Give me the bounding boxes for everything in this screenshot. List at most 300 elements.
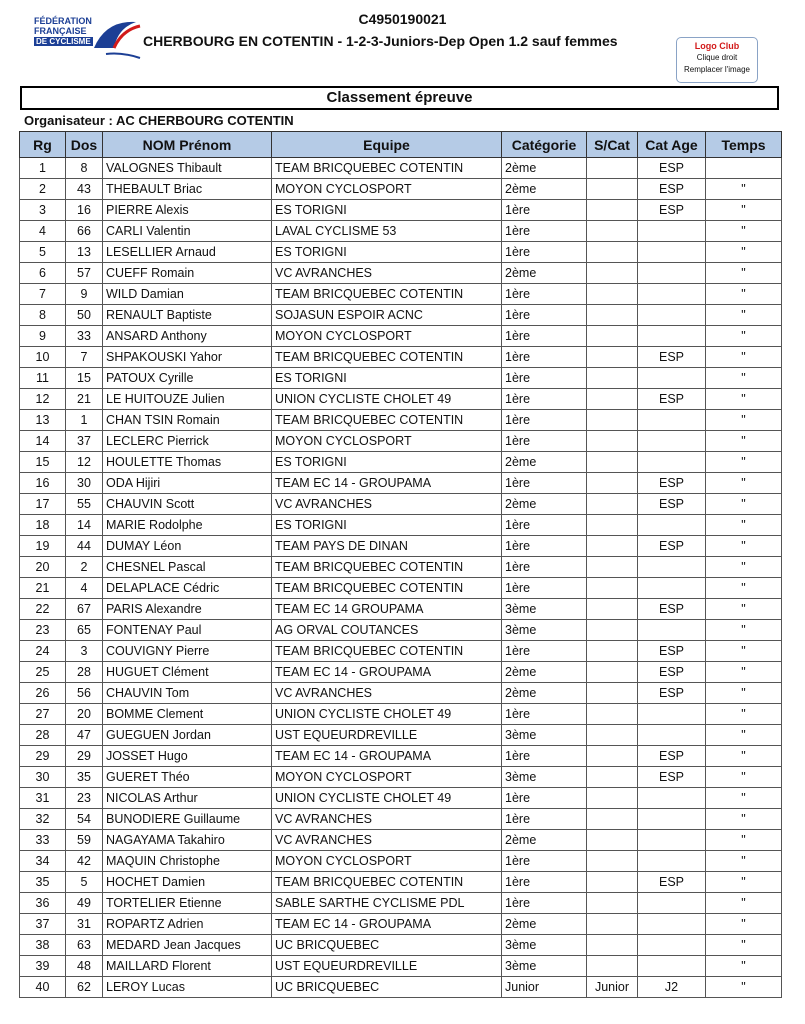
cell-dossard: 14 xyxy=(66,515,103,536)
cell-cat-age: ESP xyxy=(638,389,706,410)
cell-scat xyxy=(587,704,638,725)
col-header-categorie: Catégorie xyxy=(502,132,587,158)
cell-categorie: 1ère xyxy=(502,347,587,368)
cell-temps: " xyxy=(706,389,782,410)
cell-rang: 10 xyxy=(20,347,66,368)
cell-nom-prenom: ODA Hijiri xyxy=(103,473,272,494)
cell-dossard: 31 xyxy=(66,914,103,935)
cell-cat-age xyxy=(638,221,706,242)
cell-cat-age xyxy=(638,914,706,935)
table-row xyxy=(20,620,782,641)
cell-rang: 35 xyxy=(20,872,66,893)
cell-rang: 23 xyxy=(20,620,66,641)
cell-nom-prenom: NICOLAS Arthur xyxy=(103,788,272,809)
cell-rang: 15 xyxy=(20,452,66,473)
cell-categorie: 1ère xyxy=(502,893,587,914)
cell-rang: 7 xyxy=(20,284,66,305)
cell-rang: 9 xyxy=(20,326,66,347)
cell-dossard: 1 xyxy=(66,410,103,431)
cell-temps: " xyxy=(706,431,782,452)
cell-equipe: TEAM EC 14 - GROUPAMA xyxy=(272,473,502,494)
cell-dossard: 5 xyxy=(66,872,103,893)
cell-dossard: 33 xyxy=(66,326,103,347)
cell-cat-age: ESP xyxy=(638,767,706,788)
cell-scat: Junior xyxy=(587,977,638,998)
cell-scat xyxy=(587,830,638,851)
cell-dossard: 20 xyxy=(66,704,103,725)
cell-temps: " xyxy=(706,893,782,914)
cell-cat-age xyxy=(638,410,706,431)
table-row xyxy=(20,935,782,956)
cell-nom-prenom: WILD Damian xyxy=(103,284,272,305)
cell-categorie: 1ère xyxy=(502,578,587,599)
cell-scat xyxy=(587,578,638,599)
cell-dossard: 54 xyxy=(66,809,103,830)
table-row xyxy=(20,242,782,263)
cell-scat xyxy=(587,620,638,641)
cell-scat xyxy=(587,872,638,893)
cell-nom-prenom: LE HUITOUZE Julien xyxy=(103,389,272,410)
cell-nom-prenom: LEROY Lucas xyxy=(103,977,272,998)
table-row xyxy=(20,326,782,347)
cell-rang: 29 xyxy=(20,746,66,767)
cell-equipe: UST EQUEURDREVILLE xyxy=(272,956,502,977)
cell-categorie: 1ère xyxy=(502,410,587,431)
cell-equipe: VC AVRANCHES xyxy=(272,683,502,704)
table-row xyxy=(20,473,782,494)
col-header-nom-prenom: NOM Prénom xyxy=(103,132,272,158)
table-row xyxy=(20,725,782,746)
cell-categorie: 1ère xyxy=(502,851,587,872)
table-header-row xyxy=(20,132,782,158)
cell-scat xyxy=(587,893,638,914)
col-header-cat-age: Cat Age xyxy=(638,132,706,158)
cell-dossard: 28 xyxy=(66,662,103,683)
cell-equipe: SOJASUN ESPOIR ACNC xyxy=(272,305,502,326)
cell-cat-age: ESP xyxy=(638,599,706,620)
table-row xyxy=(20,767,782,788)
cell-dossard: 55 xyxy=(66,494,103,515)
cell-categorie: 2ème xyxy=(502,494,587,515)
cell-categorie: 1ère xyxy=(502,242,587,263)
table-row xyxy=(20,914,782,935)
cell-scat xyxy=(587,746,638,767)
col-header-dos: Dos xyxy=(66,132,103,158)
cell-nom-prenom: RENAULT Baptiste xyxy=(103,305,272,326)
cell-rang: 36 xyxy=(20,893,66,914)
cell-scat xyxy=(587,662,638,683)
cell-dossard: 30 xyxy=(66,473,103,494)
table-row xyxy=(20,515,782,536)
cell-scat xyxy=(587,284,638,305)
cell-categorie: 2ème xyxy=(502,683,587,704)
table-row xyxy=(20,305,782,326)
cell-temps: " xyxy=(706,410,782,431)
cell-categorie: 1ère xyxy=(502,746,587,767)
cell-temps: " xyxy=(706,179,782,200)
table-row xyxy=(20,851,782,872)
cell-dossard: 56 xyxy=(66,683,103,704)
cell-scat xyxy=(587,494,638,515)
cell-categorie: 3ème xyxy=(502,599,587,620)
cell-temps: " xyxy=(706,935,782,956)
cell-rang: 22 xyxy=(20,599,66,620)
cell-dossard: 59 xyxy=(66,830,103,851)
col-header-scat: S/Cat xyxy=(587,132,638,158)
cell-rang: 3 xyxy=(20,200,66,221)
table-row xyxy=(20,263,782,284)
cell-nom-prenom: LESELLIER Arnaud xyxy=(103,242,272,263)
cell-dossard: 21 xyxy=(66,389,103,410)
organisateur: Organisateur : AC CHERBOURG COTENTIN xyxy=(24,113,294,128)
cell-cat-age xyxy=(638,809,706,830)
cell-rang: 30 xyxy=(20,767,66,788)
table-row xyxy=(20,599,782,620)
cell-temps: " xyxy=(706,704,782,725)
cell-rang: 25 xyxy=(20,662,66,683)
table-row xyxy=(20,200,782,221)
cell-temps: " xyxy=(706,914,782,935)
cell-rang: 31 xyxy=(20,788,66,809)
table-row xyxy=(20,788,782,809)
cell-dossard: 66 xyxy=(66,221,103,242)
cell-equipe: MOYON CYCLOSPORT xyxy=(272,179,502,200)
cell-nom-prenom: ROPARTZ Adrien xyxy=(103,914,272,935)
cell-equipe: MOYON CYCLOSPORT xyxy=(272,431,502,452)
cell-cat-age: ESP xyxy=(638,746,706,767)
race-code: C4950190021 xyxy=(358,11,447,27)
cell-dossard: 48 xyxy=(66,956,103,977)
cell-equipe: TEAM EC 14 GROUPAMA xyxy=(272,599,502,620)
cell-rang: 20 xyxy=(20,557,66,578)
cell-cat-age xyxy=(638,326,706,347)
cell-rang: 33 xyxy=(20,830,66,851)
cell-equipe: SABLE SARTHE CYCLISME PDL xyxy=(272,893,502,914)
table-row xyxy=(20,557,782,578)
cell-categorie: 1ère xyxy=(502,872,587,893)
cell-scat xyxy=(587,935,638,956)
cell-cat-age: ESP xyxy=(638,473,706,494)
cell-temps: " xyxy=(706,557,782,578)
cell-cat-age xyxy=(638,578,706,599)
cell-equipe: TEAM BRICQUEBEC COTENTIN xyxy=(272,158,502,179)
cell-cat-age: J2 xyxy=(638,977,706,998)
cell-nom-prenom: SHPAKOUSKI Yahor xyxy=(103,347,272,368)
cell-dossard: 47 xyxy=(66,725,103,746)
cell-dossard: 42 xyxy=(66,851,103,872)
cell-nom-prenom: LECLERC Pierrick xyxy=(103,431,272,452)
cell-cat-age xyxy=(638,305,706,326)
cell-cat-age xyxy=(638,368,706,389)
cell-dossard: 13 xyxy=(66,242,103,263)
cell-categorie: 1ère xyxy=(502,200,587,221)
cell-scat xyxy=(587,956,638,977)
table-row xyxy=(20,830,782,851)
table-row xyxy=(20,494,782,515)
cell-categorie: 1ère xyxy=(502,704,587,725)
cell-cat-age xyxy=(638,830,706,851)
cell-nom-prenom: VALOGNES Thibault xyxy=(103,158,272,179)
cell-equipe: VC AVRANCHES xyxy=(272,809,502,830)
cell-categorie: 2ème xyxy=(502,263,587,284)
cell-rang: 2 xyxy=(20,179,66,200)
cell-scat xyxy=(587,515,638,536)
col-header-temps: Temps xyxy=(706,132,782,158)
cell-scat xyxy=(587,431,638,452)
cell-temps: " xyxy=(706,242,782,263)
table-row xyxy=(20,893,782,914)
cell-nom-prenom: HOULETTE Thomas xyxy=(103,452,272,473)
cell-temps: " xyxy=(706,809,782,830)
table-row xyxy=(20,536,782,557)
cell-equipe: AG ORVAL COUTANCES xyxy=(272,620,502,641)
cell-scat xyxy=(587,473,638,494)
table-row xyxy=(20,578,782,599)
col-header-rg: Rg xyxy=(20,132,66,158)
cell-nom-prenom: DUMAY Léon xyxy=(103,536,272,557)
cell-categorie: 1ère xyxy=(502,515,587,536)
cell-equipe: TEAM PAYS DE DINAN xyxy=(272,536,502,557)
cell-temps: " xyxy=(706,725,782,746)
logo-club-placeholder[interactable] xyxy=(676,37,758,83)
cell-dossard: 3 xyxy=(66,641,103,662)
cell-cat-age: ESP xyxy=(638,536,706,557)
cell-temps: " xyxy=(706,788,782,809)
cell-temps: " xyxy=(706,494,782,515)
table-row xyxy=(20,641,782,662)
results-table xyxy=(19,131,782,998)
cell-categorie: 1ère xyxy=(502,221,587,242)
cell-temps: " xyxy=(706,620,782,641)
cell-categorie: 2ème xyxy=(502,914,587,935)
cell-nom-prenom: CHAN TSIN Romain xyxy=(103,410,272,431)
cell-temps: " xyxy=(706,452,782,473)
cell-rang: 13 xyxy=(20,410,66,431)
col-header-equipe: Equipe xyxy=(272,132,502,158)
cell-equipe: ES TORIGNI xyxy=(272,452,502,473)
cell-cat-age xyxy=(638,284,706,305)
cell-cat-age xyxy=(638,242,706,263)
cell-equipe: MOYON CYCLOSPORT xyxy=(272,326,502,347)
cell-scat xyxy=(587,158,638,179)
cell-categorie: 2ème xyxy=(502,662,587,683)
cell-categorie: 1ère xyxy=(502,536,587,557)
table-row xyxy=(20,368,782,389)
cell-categorie: 2ème xyxy=(502,158,587,179)
cell-temps: " xyxy=(706,578,782,599)
cell-nom-prenom: CUEFF Romain xyxy=(103,263,272,284)
cell-cat-age: ESP xyxy=(638,494,706,515)
cell-nom-prenom: FONTENAY Paul xyxy=(103,620,272,641)
cell-cat-age xyxy=(638,452,706,473)
cell-categorie: 1ère xyxy=(502,641,587,662)
cell-categorie: 1ère xyxy=(502,389,587,410)
cell-cat-age: ESP xyxy=(638,347,706,368)
cell-equipe: ES TORIGNI xyxy=(272,368,502,389)
cell-equipe: LAVAL CYCLISME 53 xyxy=(272,221,502,242)
cell-nom-prenom: NAGAYAMA Takahiro xyxy=(103,830,272,851)
cell-rang: 6 xyxy=(20,263,66,284)
cell-dossard: 37 xyxy=(66,431,103,452)
cell-dossard: 50 xyxy=(66,305,103,326)
cell-equipe: UNION CYCLISTE CHOLET 49 xyxy=(272,788,502,809)
cell-temps: " xyxy=(706,368,782,389)
cell-cat-age: ESP xyxy=(638,158,706,179)
cell-temps: " xyxy=(706,830,782,851)
cell-equipe: ES TORIGNI xyxy=(272,515,502,536)
cell-equipe: TEAM BRICQUEBEC COTENTIN xyxy=(272,410,502,431)
cell-scat xyxy=(587,221,638,242)
cell-rang: 11 xyxy=(20,368,66,389)
table-row xyxy=(20,662,782,683)
cell-cat-age xyxy=(638,557,706,578)
cell-dossard: 49 xyxy=(66,893,103,914)
cell-dossard: 9 xyxy=(66,284,103,305)
cell-nom-prenom: TORTELIER Etienne xyxy=(103,893,272,914)
cell-scat xyxy=(587,326,638,347)
cell-temps: " xyxy=(706,515,782,536)
cell-scat xyxy=(587,389,638,410)
cell-rang: 34 xyxy=(20,851,66,872)
cell-temps: " xyxy=(706,956,782,977)
cell-rang: 12 xyxy=(20,389,66,410)
cell-categorie: 1ère xyxy=(502,305,587,326)
cell-categorie: 3ème xyxy=(502,725,587,746)
logo-club-hint-2: Remplacer l'image xyxy=(684,65,750,74)
cell-categorie: 2ème xyxy=(502,452,587,473)
table-row xyxy=(20,221,782,242)
cell-temps: " xyxy=(706,347,782,368)
cell-dossard: 65 xyxy=(66,620,103,641)
cell-temps: " xyxy=(706,851,782,872)
table-row xyxy=(20,158,782,179)
cell-nom-prenom: COUVIGNY Pierre xyxy=(103,641,272,662)
cell-temps: " xyxy=(706,305,782,326)
cell-equipe: MOYON CYCLOSPORT xyxy=(272,851,502,872)
cell-equipe: VC AVRANCHES xyxy=(272,494,502,515)
cell-nom-prenom: PIERRE Alexis xyxy=(103,200,272,221)
cell-cat-age xyxy=(638,725,706,746)
cell-rang: 14 xyxy=(20,431,66,452)
cell-nom-prenom: PARIS Alexandre xyxy=(103,599,272,620)
cell-dossard: 62 xyxy=(66,977,103,998)
cell-nom-prenom: HOCHET Damien xyxy=(103,872,272,893)
cell-dossard: 2 xyxy=(66,557,103,578)
cell-rang: 26 xyxy=(20,683,66,704)
cell-equipe: UST EQUEURDREVILLE xyxy=(272,725,502,746)
cell-equipe: UC BRICQUEBEC xyxy=(272,977,502,998)
cell-cat-age: ESP xyxy=(638,683,706,704)
cell-temps: " xyxy=(706,263,782,284)
cell-categorie: 3ème xyxy=(502,767,587,788)
cell-nom-prenom: MAQUIN Christophe xyxy=(103,851,272,872)
cell-rang: 17 xyxy=(20,494,66,515)
cell-cat-age xyxy=(638,620,706,641)
cell-scat xyxy=(587,242,638,263)
cell-rang: 24 xyxy=(20,641,66,662)
ffc-logo-line1: FÉDÉRATION xyxy=(34,16,92,26)
cell-dossard: 57 xyxy=(66,263,103,284)
cell-equipe: TEAM EC 14 - GROUPAMA xyxy=(272,914,502,935)
cell-temps: " xyxy=(706,221,782,242)
cell-dossard: 29 xyxy=(66,746,103,767)
table-row xyxy=(20,746,782,767)
cell-categorie: 1ère xyxy=(502,788,587,809)
cell-dossard: 63 xyxy=(66,935,103,956)
cell-nom-prenom: PATOUX Cyrille xyxy=(103,368,272,389)
cell-equipe: UNION CYCLISTE CHOLET 49 xyxy=(272,704,502,725)
cell-rang: 4 xyxy=(20,221,66,242)
race-title: CHERBOURG EN COTENTIN - 1-2-3-Juniors-Dep Open 1.2 sauf femmes xyxy=(143,33,618,49)
cell-dossard: 43 xyxy=(66,179,103,200)
cell-categorie: 1ère xyxy=(502,431,587,452)
table-row xyxy=(20,452,782,473)
cell-nom-prenom: CHAUVIN Tom xyxy=(103,683,272,704)
ffc-logo-line2: FRANÇAISE xyxy=(34,26,87,36)
cell-rang: 16 xyxy=(20,473,66,494)
cell-nom-prenom: HUGUET Clément xyxy=(103,662,272,683)
cell-scat xyxy=(587,851,638,872)
cell-temps: " xyxy=(706,200,782,221)
cell-temps: " xyxy=(706,599,782,620)
cell-rang: 37 xyxy=(20,914,66,935)
table-row xyxy=(20,704,782,725)
cell-scat xyxy=(587,263,638,284)
cell-nom-prenom: MARIE Rodolphe xyxy=(103,515,272,536)
cell-scat xyxy=(587,179,638,200)
cell-rang: 32 xyxy=(20,809,66,830)
cell-scat xyxy=(587,809,638,830)
cell-categorie: 1ère xyxy=(502,284,587,305)
cell-temps: " xyxy=(706,662,782,683)
table-row xyxy=(20,956,782,977)
cell-rang: 8 xyxy=(20,305,66,326)
cell-scat xyxy=(587,767,638,788)
cell-scat xyxy=(587,788,638,809)
cell-rang: 27 xyxy=(20,704,66,725)
cell-cat-age xyxy=(638,431,706,452)
cell-scat xyxy=(587,683,638,704)
cell-scat xyxy=(587,725,638,746)
cell-temps: " xyxy=(706,284,782,305)
cell-scat xyxy=(587,305,638,326)
cell-categorie: 1ère xyxy=(502,368,587,389)
table-row xyxy=(20,872,782,893)
table-row xyxy=(20,389,782,410)
cell-temps xyxy=(706,158,782,179)
cell-rang: 28 xyxy=(20,725,66,746)
cell-temps: " xyxy=(706,746,782,767)
cell-equipe: TEAM BRICQUEBEC COTENTIN xyxy=(272,641,502,662)
cell-cat-age xyxy=(638,515,706,536)
cell-equipe: MOYON CYCLOSPORT xyxy=(272,767,502,788)
cell-cat-age xyxy=(638,956,706,977)
cell-temps: " xyxy=(706,536,782,557)
cell-dossard: 44 xyxy=(66,536,103,557)
cell-equipe: ES TORIGNI xyxy=(272,200,502,221)
cell-categorie: 3ème xyxy=(502,620,587,641)
cell-equipe: VC AVRANCHES xyxy=(272,263,502,284)
cell-categorie: 2ème xyxy=(502,830,587,851)
table-row xyxy=(20,809,782,830)
cell-dossard: 8 xyxy=(66,158,103,179)
cell-categorie: 3ème xyxy=(502,956,587,977)
cell-dossard: 67 xyxy=(66,599,103,620)
cell-cat-age xyxy=(638,893,706,914)
cell-rang: 38 xyxy=(20,935,66,956)
cell-nom-prenom: GUEGUEN Jordan xyxy=(103,725,272,746)
cell-dossard: 7 xyxy=(66,347,103,368)
